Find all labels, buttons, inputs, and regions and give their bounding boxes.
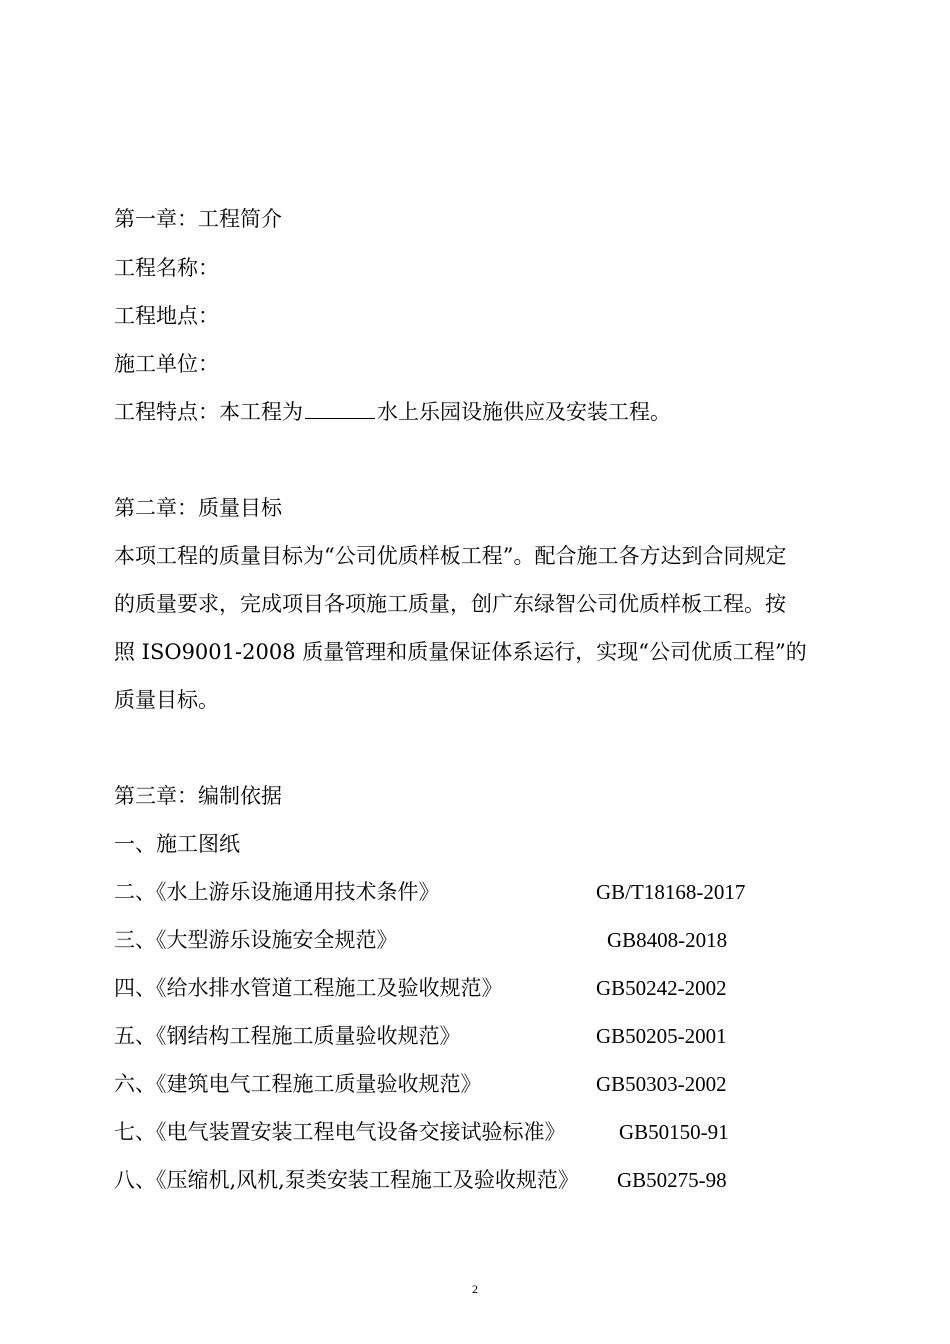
reference-title: 二、《水上游乐设施通用技术条件》: [114, 880, 440, 904]
quality-paragraph-line: 的质量要求，完成项目各项施工质量，创广东绿智公司优质样板工程。按: [114, 592, 786, 616]
chapter1-heading: 第一章：工程简介: [114, 207, 282, 231]
reference-code: GB50303-2002: [596, 1072, 727, 1096]
reference-code: GB50205-2001: [596, 1024, 727, 1048]
features-blank-field: [305, 398, 375, 419]
reference-title: 三、《大型游乐设施安全规范》: [114, 928, 398, 952]
reference-code: GB8408-2018: [607, 928, 728, 952]
reference-code: GB50275-98: [617, 1168, 727, 1192]
features-suffix: 水上乐园设施供应及安装工程。: [377, 400, 671, 424]
reference-code: GB50242-2002: [596, 976, 727, 1000]
reference-title: 七、《电气装置安装工程电气设备交接试验标准》: [114, 1120, 566, 1144]
page-number: 2: [472, 1282, 478, 1296]
chapter3-heading: 第三章：编制依据: [114, 784, 282, 808]
reference-title: 五、《钢结构工程施工质量验收规范》: [114, 1024, 461, 1048]
project-name-label: 工程名称：: [114, 256, 219, 280]
quality-paragraph-line: 质量目标。: [114, 688, 219, 712]
reference-code: GB/T18168-2017: [596, 880, 746, 904]
project-location-label: 工程地点：: [114, 304, 219, 328]
quality-paragraph-line: 照 ISO9001-2008 质量管理和质量保证体系运行，实现“公司优质工程”的: [114, 640, 807, 664]
reference-title: 四、《给水排水管道工程施工及验收规范》: [114, 976, 503, 1000]
reference-title: 六、《建筑电气工程施工质量验收规范》: [114, 1072, 482, 1096]
reference-title: 八、《压缩机,风机,泵类安装工程施工及验收规范》: [114, 1168, 579, 1192]
reference-item-drawings: 一、施工图纸: [114, 832, 240, 856]
features-prefix: 工程特点：本工程为: [114, 400, 303, 424]
construction-unit-label: 施工单位：: [114, 352, 219, 376]
chapter2-heading: 第二章：质量目标: [114, 496, 282, 520]
project-features-line: [114, 398, 671, 426]
quality-paragraph-line: 本项工程的质量目标为“公司优质样板工程”。配合施工各方达到合同规定: [114, 544, 787, 568]
reference-code: GB50150-91: [619, 1120, 729, 1144]
